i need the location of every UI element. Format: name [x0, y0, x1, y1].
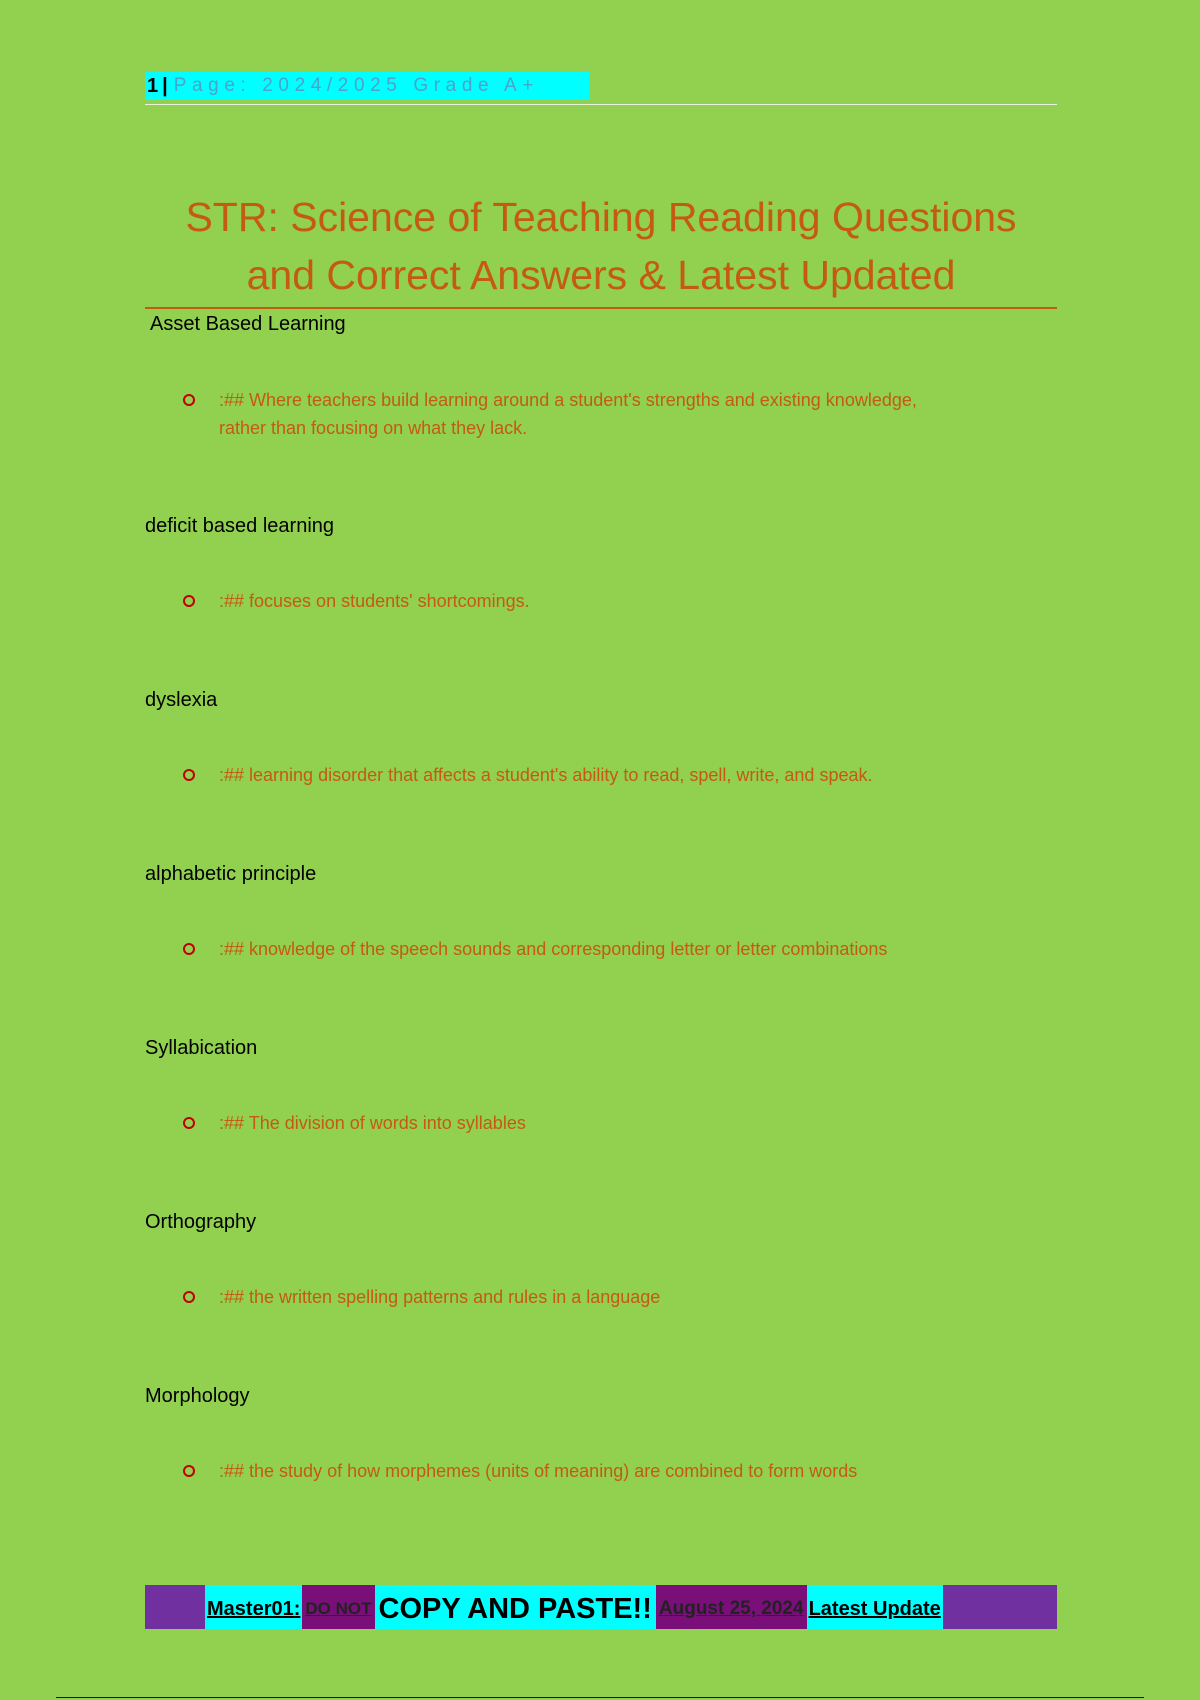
title-line-2: and Correct Answers & Latest Updated [246, 252, 956, 298]
definition-text: :## The division of words into syllables [219, 1113, 526, 1133]
page-number: 1 [147, 74, 159, 97]
definition-text [219, 386, 917, 442]
definition-alphabetic-principle [183, 935, 1033, 963]
footer-do-not: DO NOT [302, 1585, 374, 1629]
definition-asset-based-learning [183, 386, 1033, 442]
footer-banner [145, 1585, 1057, 1629]
term-deficit-based-learning: deficit based learning [145, 515, 335, 537]
term-dyslexia: dyslexia [145, 689, 218, 711]
term-morphology: Morphology [145, 1385, 250, 1407]
definition-line-1: :## Where teachers build learning around a student's strengths and existing knowledge, [219, 390, 917, 410]
circle-bullet-icon [183, 1291, 195, 1303]
page-label: Page: 2024/2025 Grade A+ [173, 75, 539, 96]
page-separator: | [162, 74, 168, 97]
definition-text: :## focuses on students' shortcomings. [219, 591, 530, 611]
circle-bullet-icon [183, 595, 195, 607]
page-bottom-rule [56, 1697, 1144, 1698]
term-syllabication: Syllabication [145, 1037, 258, 1059]
footer-left-spacer [145, 1585, 205, 1629]
footer-master-label: Master01: [205, 1585, 302, 1629]
document-title [145, 188, 1057, 304]
footer-date: August 25, 2024 [656, 1585, 807, 1629]
definition-deficit-based-learning [183, 587, 1033, 615]
circle-bullet-icon [183, 1465, 195, 1477]
definition-orthography [183, 1283, 1033, 1311]
circle-bullet-icon [183, 769, 195, 781]
circle-bullet-icon [183, 1117, 195, 1129]
definition-text: :## learning disorder that affects a student's ability to read, spell, write, and speak. [219, 765, 873, 785]
circle-bullet-icon [183, 943, 195, 955]
title-underline [145, 307, 1057, 309]
definition-text: :## knowledge of the speech sounds and corresponding letter or letter combinations [219, 939, 888, 959]
term-asset-based-learning: Asset Based Learning [150, 313, 346, 335]
title-line-1: STR: Science of Teaching Reading Questions [185, 194, 1017, 240]
definition-morphology [183, 1457, 1033, 1485]
definition-dyslexia [183, 761, 1033, 789]
term-alphabetic-principle: alphabetic principle [145, 863, 317, 885]
definition-line-2: rather than focusing on what they lack. [219, 418, 528, 438]
definition-text: :## the written spelling patterns and rules in a language [219, 1287, 661, 1307]
definition-syllabication [183, 1109, 1033, 1137]
footer-latest-update: Latest Update [807, 1585, 943, 1629]
definition-text: :## the study of how morphemes (units of meaning) are combined to form words [219, 1461, 858, 1481]
page-header [145, 70, 1057, 105]
circle-bullet-icon [183, 394, 195, 406]
footer-copy-warning: COPY AND PASTE!! [375, 1585, 656, 1629]
page-header-highlight [145, 72, 589, 100]
term-orthography: Orthography [145, 1211, 257, 1233]
